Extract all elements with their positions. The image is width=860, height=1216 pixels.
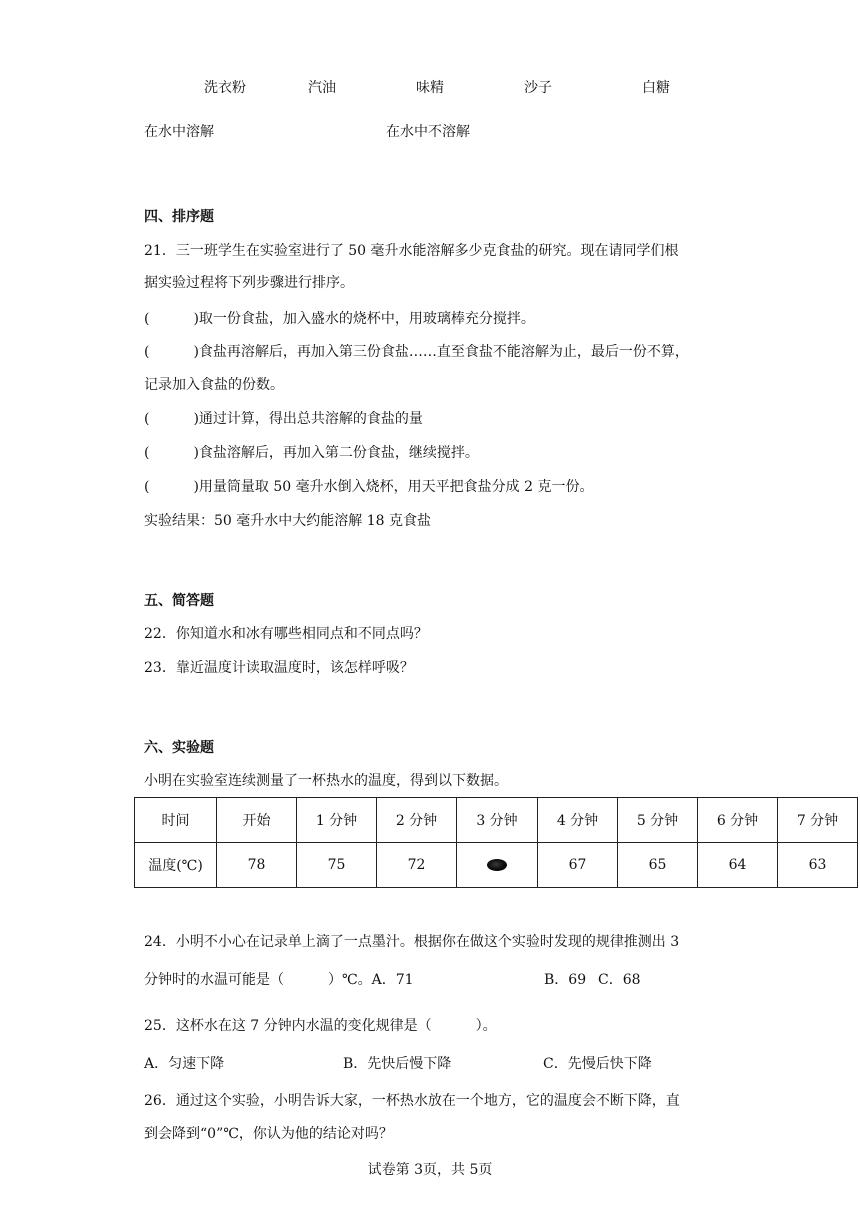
q25 <box>144 1016 497 1036</box>
table-row-label: 温度(℃) <box>135 843 217 888</box>
q24-text-post: ）℃。A．71 <box>328 972 414 988</box>
table-header-cell: 2 分钟 <box>377 798 457 843</box>
q24-line-1: 24．小明不小心在记录单上滴了一点墨汁。根据你在做这个实验时发现的规律推测出 3 <box>144 934 680 950</box>
step-text: )食盐再溶解后，再加入第三份食盐……直至食盐不能溶解为止，最后一份不算， <box>193 344 689 360</box>
table-cell: 72 <box>377 843 457 888</box>
table-header-cell: 1 分钟 <box>297 798 377 843</box>
q25-option-c: C．先慢后快下降 <box>543 1056 652 1072</box>
table-cell: 75 <box>297 843 377 888</box>
sort-step <box>144 443 479 463</box>
q21-line-2: 据实验过程将下列步骤进行排序。 <box>144 275 354 291</box>
sort-step <box>144 409 423 429</box>
table-header-row <box>135 798 858 843</box>
table-cell: 63 <box>778 843 858 888</box>
category-not-dissolve: 在水中不溶解 <box>386 124 470 140</box>
word-item: 白糖 <box>642 80 670 96</box>
q24-line-2 <box>144 970 414 990</box>
sort-step <box>144 309 535 329</box>
q24-option-b: B．69 <box>544 972 587 988</box>
step-open-paren: ( <box>144 445 150 461</box>
temperature-table <box>134 797 858 888</box>
section-title-experiment: 六、实验题 <box>144 740 214 756</box>
step-open-paren: ( <box>144 479 150 495</box>
word-item: 洗衣粉 <box>204 80 246 96</box>
q26-line-2: 到会降到“0”℃，你认为他的结论对吗？ <box>144 1126 393 1142</box>
table-cell: 64 <box>698 843 778 888</box>
table-header-cell: 3 分钟 <box>457 798 538 843</box>
table-header-cell: 时间 <box>135 798 217 843</box>
table-header-cell: 4 分钟 <box>538 798 618 843</box>
experiment-intro: 小明在实验室连续测量了一杯热水的温度，得到以下数据。 <box>144 773 508 789</box>
q25-text-post: ）。 <box>475 1018 497 1034</box>
sort-step-continued: 记录加入食盐的份数。 <box>144 377 284 393</box>
table-header-cell: 开始 <box>217 798 297 843</box>
q25-option-a: A．匀速下降 <box>144 1056 225 1072</box>
table-header-cell: 7 分钟 <box>778 798 858 843</box>
q26-line-1: 26．通过这个实验，小明告诉大家，一杯热水放在一个地方，它的温度会不断下降，直 <box>144 1093 680 1109</box>
q24-text-pre: 分钟时的水温可能是（ <box>144 972 284 988</box>
q22: 22．你知道水和冰有哪些相同点和不同点吗？ <box>144 626 428 642</box>
table-header-cell: 6 分钟 <box>698 798 778 843</box>
step-open-paren: ( <box>144 344 150 360</box>
section-title-short-answer: 五、简答题 <box>144 593 214 609</box>
ink-blot-icon <box>487 859 507 871</box>
table-cell: 65 <box>618 843 698 888</box>
q21-line-1: 21．三一班学生在实验室进行了 50 毫升水能溶解多少克食盐的研究。现在请同学们根 <box>144 243 679 259</box>
step-text: )食盐溶解后，再加入第二份食盐，继续搅拌。 <box>193 445 479 461</box>
page-footer: 试卷第 3页，共 5页 <box>367 1162 493 1178</box>
q25-option-b: B．先快后慢下降 <box>343 1056 452 1072</box>
sort-step <box>144 342 689 362</box>
step-text: )用量筒量取 50 毫升水倒入烧杯，用天平把食盐分成 2 克一份。 <box>193 479 594 495</box>
table-cell: 67 <box>538 843 618 888</box>
q24-option-c: C．68 <box>598 972 641 988</box>
table-cell: 78 <box>217 843 297 888</box>
word-item: 汽油 <box>308 80 336 96</box>
q23: 23．靠近温度计读取温度时，该怎样呼吸？ <box>144 660 414 676</box>
step-open-paren: ( <box>144 311 150 327</box>
step-text: )通过计算，得出总共溶解的食盐的量 <box>193 411 423 427</box>
sort-step <box>144 477 593 497</box>
experiment-result: 实验结果：50 毫升水中大约能溶解 18 克食盐 <box>144 513 431 529</box>
word-item: 味精 <box>416 80 444 96</box>
step-open-paren: ( <box>144 411 150 427</box>
section-title-sorting: 四、排序题 <box>144 209 214 225</box>
step-text: )取一份食盐，加入盛水的烧杯中，用玻璃棒充分搅拌。 <box>193 311 535 327</box>
table-cell-ink-blot <box>457 843 538 888</box>
q25-text-pre: 25．这杯水在这 7 分钟内水温的变化规律是（ <box>144 1018 432 1034</box>
category-dissolve: 在水中溶解 <box>144 124 214 140</box>
table-header-cell: 5 分钟 <box>618 798 698 843</box>
table-row-temperature <box>135 843 858 888</box>
word-item: 沙子 <box>524 80 552 96</box>
